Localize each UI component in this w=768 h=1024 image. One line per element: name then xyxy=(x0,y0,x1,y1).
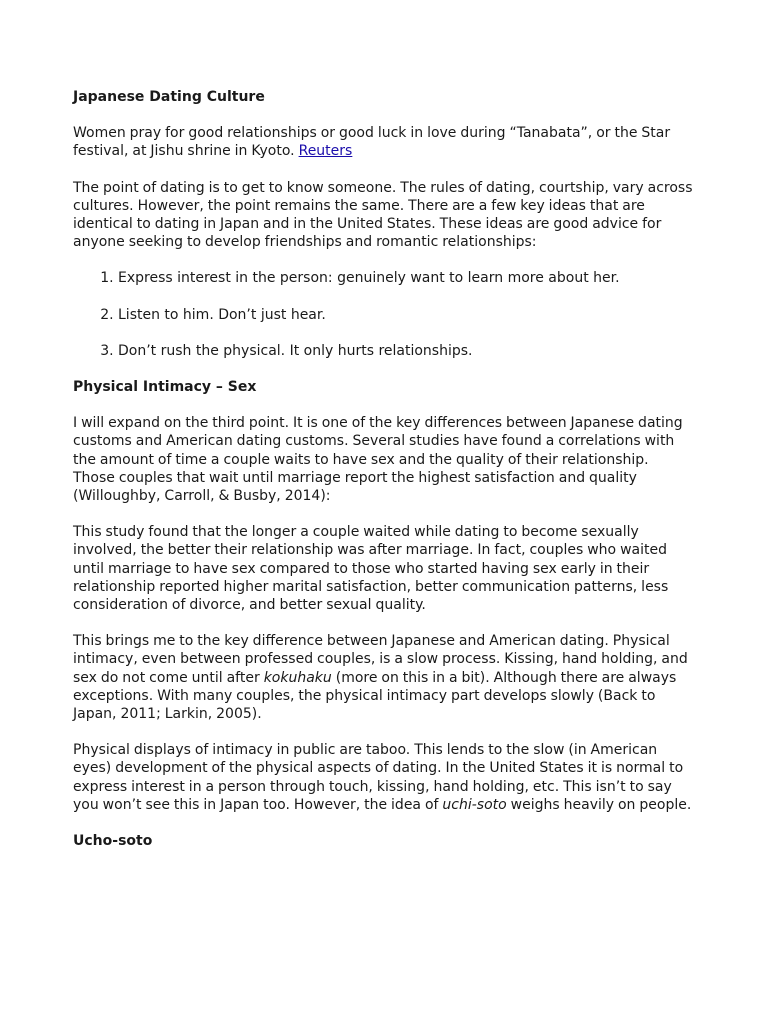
document-title: Japanese Dating Culture xyxy=(73,89,265,105)
text-run: (more on this in a bit). Although there are always exceptions. With many couples, the physical intimacy part develops slowly (Back to Japan, 2011; Larkin, 2005). xyxy=(73,669,677,723)
intro-paragraph: The point of dating is to get to know someone. The rules of dating, courtship, vary across cultures. However, the point remains the same. There are a few key ideas that are identical to dating in Japan and in the United States. These ideas are good advice for anyone seeking to develop friendships and romantic relationships: xyxy=(73,179,693,251)
paragraph-public-displays xyxy=(73,741,693,814)
document-page xyxy=(73,88,693,868)
section-heading-ucho-soto: Ucho-soto xyxy=(73,833,153,850)
list-item: 2. Listen to him. Don’t just hear. xyxy=(118,306,693,324)
key-ideas-list xyxy=(73,269,693,360)
text-run: This brings me to the key difference between Japanese and American dating. Physical intimacy, even between professed couples, is a slow process. Kissing, hand holding, and sex do not come until after xyxy=(73,633,688,686)
paragraph-key-difference xyxy=(73,632,693,723)
list-item: 3. Don’t rush the physical. It only hurts relationships. xyxy=(118,342,693,360)
text-run: weighs heavily on people. xyxy=(506,796,692,813)
reuters-link[interactable]: Reuters xyxy=(298,143,353,160)
paragraph-third-point: I will expand on the third point. It is one of the key differences between Japanese dating customs and American dating customs. Several studies have found a correlations with the amount of time a couple waits to have sex and the quality of their relationship. Those couples that wait until marriage report the highest satisfaction and quality (Willoughby, Carroll, & Busby, 2014): xyxy=(73,415,683,505)
caption-text: Women pray for good relationships or good luck in love during “Tanabata”, or the Star festival, at Jishu shrine in Kyoto. xyxy=(73,125,671,160)
paragraph-study: This study found that the longer a couple waited while dating to become sexually involved, the better their relationship was after marriage. In fact, couples who waited until marriage to have sex compared to those who started having sex early in their relationship reported higher marital satisfaction, better communication patterns, less consideration of divorce, and better sexual quality. xyxy=(73,524,669,614)
text-run: Physical displays of intimacy in public are taboo. This lends to the slow (in American eyes) development of the physical aspects of dating. In the United States it is normal to express interest in a person through touch, kissing, hand holding, etc. This isn’t to say you won’t see this in Japan too. However, the idea of xyxy=(73,742,684,813)
image-caption xyxy=(73,124,693,160)
list-item: 1. Express interest in the person: genuinely want to learn more about her. xyxy=(118,269,693,287)
term-uchi-soto: uchi-soto xyxy=(442,796,507,813)
section-heading-physical-intimacy: Physical Intimacy – Sex xyxy=(73,379,257,396)
term-kokuhaku: kokuhaku xyxy=(263,669,332,686)
